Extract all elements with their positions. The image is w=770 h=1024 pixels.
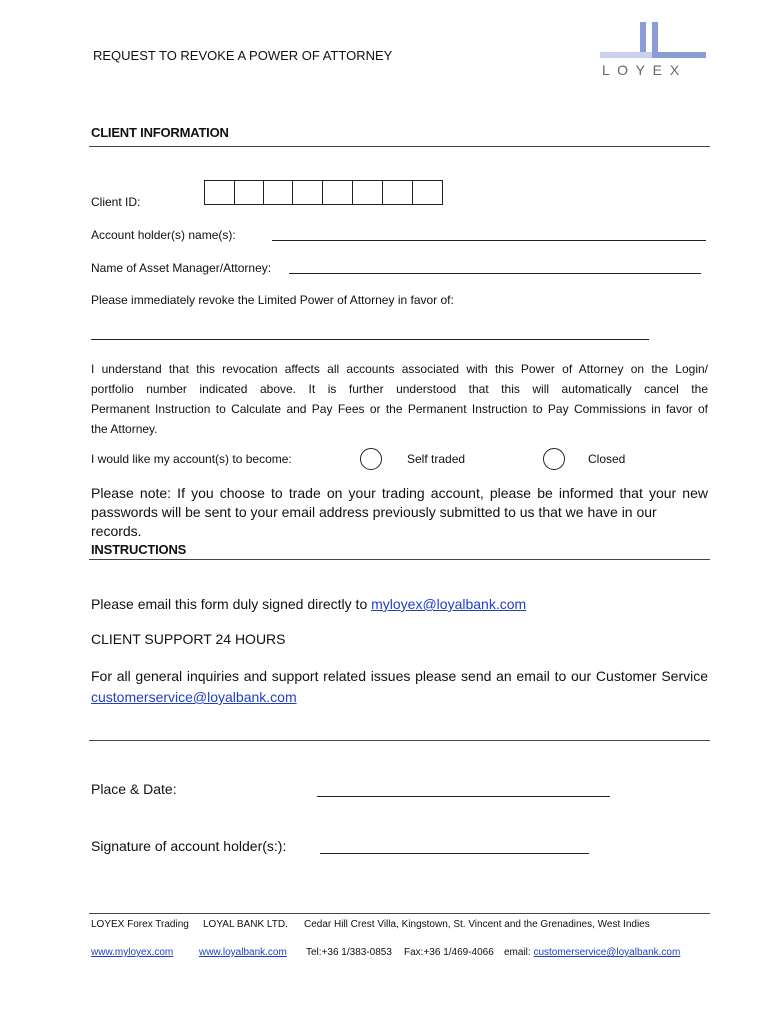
loyex-logo-mark: [600, 22, 706, 60]
footer-email-label: email:: [504, 947, 534, 958]
revocation-statement: [91, 359, 708, 439]
self-traded-radio[interactable]: [360, 448, 382, 470]
footer-address: Cedar Hill Crest Villa, Kingstown, St. Vincent and the Grenadines, West Indies: [304, 919, 650, 930]
client-id-box[interactable]: [204, 180, 235, 205]
client-id-box[interactable]: [352, 180, 383, 205]
myloyex-email-link[interactable]: myloyex@loyalbank.com: [371, 596, 527, 612]
client-id-label: Client ID:: [91, 195, 141, 209]
closed-radio[interactable]: [543, 448, 565, 470]
place-date-label: Place & Date:: [91, 781, 177, 797]
client-id-box[interactable]: [412, 180, 443, 205]
statement-line: I understand that this revocation affects all accounts associated with this Power of Attorney on the Login/: [91, 362, 708, 376]
instructions-heading: INSTRUCTIONS: [91, 542, 187, 557]
document-title: REQUEST TO REVOKE A POWER OF ATTORNEY: [93, 48, 393, 63]
section-divider: [89, 559, 710, 560]
revoke-label: Please immediately revoke the Limited Power of Attorney in favor of:: [91, 293, 454, 307]
inquiries-paragraph: [91, 666, 708, 708]
logo-text: L O Y E X: [602, 62, 682, 78]
client-id-box[interactable]: [292, 180, 323, 205]
client-id-box[interactable]: [382, 180, 413, 205]
loyex-logo: [600, 22, 706, 80]
email-instruction-text: Please email this form duly signed directly to: [91, 596, 372, 612]
client-id-box[interactable]: [263, 180, 293, 205]
footer-email: [504, 947, 680, 958]
footer-email-link[interactable]: customerservice@loyalbank.com: [533, 947, 681, 958]
note-line: passwords will be sent to your email address previously submitted to us that we have in our records.: [91, 504, 657, 539]
footer-divider: [89, 913, 710, 914]
statement-line: portfolio number indicated above. It is further understood that this will automatically cancel the: [91, 382, 708, 396]
email-instruction: [91, 596, 526, 612]
footer-myloyex-link[interactable]: www.myloyex.com: [91, 947, 174, 958]
self-traded-label: Self traded: [407, 452, 466, 466]
statement-line: the Attorney.: [91, 422, 158, 436]
account-become-label: I would like my account(s) to become:: [91, 452, 292, 466]
footer-phone: Tel:+36 1/383-0853: [306, 947, 392, 958]
client-id-box[interactable]: [234, 180, 264, 205]
signature-input-line[interactable]: [320, 853, 589, 854]
revoke-in-favor-input-line[interactable]: [91, 339, 649, 340]
asset-manager-input-line[interactable]: [289, 273, 701, 274]
statement-line: Permanent Instruction to Calculate and Pay Fees or the Permanent Instruction to Pay Commissions in favor of: [91, 402, 708, 416]
asset-manager-label: Name of Asset Manager/Attorney:: [91, 261, 272, 275]
section-divider: [89, 146, 710, 147]
account-holder-input-line[interactable]: [272, 240, 706, 241]
account-holder-label: Account holder(s) name(s):: [91, 228, 236, 242]
place-date-input-line[interactable]: [317, 796, 610, 797]
client-info-heading: CLIENT INFORMATION: [91, 125, 229, 140]
customer-service-email-link[interactable]: customerservice@loyalbank.com: [91, 689, 297, 705]
footer-company-2: LOYAL BANK LTD.: [203, 919, 288, 930]
footer-fax: Fax:+36 1/469-4066: [404, 947, 494, 958]
footer-company-1: LOYEX Forex Trading: [91, 919, 189, 930]
client-support-heading: CLIENT SUPPORT 24 HOURS: [91, 631, 286, 647]
inquiries-line: For all general inquiries and support related issues please send an email to our Customer Service: [91, 668, 708, 684]
note-paragraph: [91, 484, 708, 541]
note-line: Please note: If you choose to trade on your trading account, please be informed that your new: [91, 485, 708, 501]
footer-loyalbank-link[interactable]: www.loyalbank.com: [199, 947, 287, 958]
section-divider: [89, 740, 710, 741]
client-id-box[interactable]: [322, 180, 353, 205]
signature-label: Signature of account holder(s:):: [91, 838, 287, 854]
closed-label: Closed: [588, 452, 626, 466]
